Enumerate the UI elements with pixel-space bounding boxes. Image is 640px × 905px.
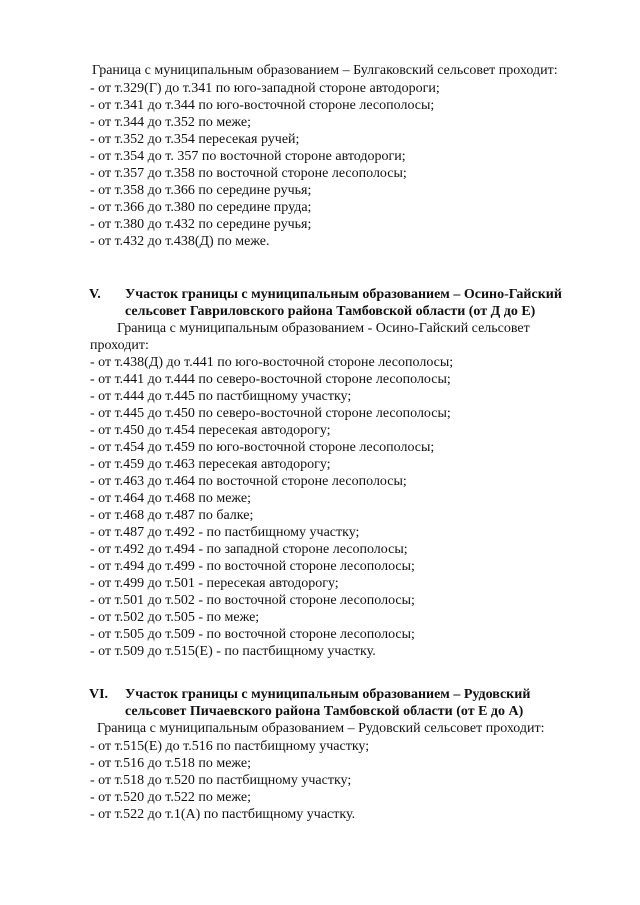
list-item: - от т.516 до т.518 по меже; <box>90 756 252 771</box>
section-vi-numeral: VI. <box>89 687 109 702</box>
section-vi-heading-cont: сельсовет Пичаевского района Тамбовской области (от Е до А) <box>125 704 524 719</box>
list-item: - от т.522 до т.1(А) по пастбищному участку. <box>90 807 356 822</box>
list-item: - от т.487 до т.492 - по пастбищному участку; <box>90 525 360 540</box>
section-v-intro: Граница с муниципальным образованием - Осино-Гайский сельсовет <box>117 321 530 336</box>
list-item: - от т.468 до т.487 по балке; <box>90 508 254 523</box>
list-item: - от т.341 до т.344 по юго-восточной стороне лесополосы; <box>90 98 435 113</box>
list-item: - от т.352 до т.354 пересекая ручей; <box>90 132 300 147</box>
section-vi-intro: Граница с муниципальным образованием – Рудовский сельсовет проходит: <box>97 721 545 736</box>
section-v-intro-cont: проходит: <box>90 338 149 353</box>
list-item: - от т.502 до т.505 - по меже; <box>90 610 260 625</box>
list-item: - от т.357 до т.358 по восточной стороне лесополосы; <box>90 166 407 181</box>
section-v-numeral: V. <box>89 287 101 302</box>
list-item: - от т.438(Д) до т.441 по юго-восточной стороне лесополосы; <box>90 355 454 370</box>
list-item: - от т.344 до т.352 по меже; <box>90 115 252 130</box>
list-item: - от т.463 до т.464 по восточной стороне лесополосы; <box>90 474 407 489</box>
section-v-heading: Участок границы с муниципальным образованием – Осино-Гайский <box>125 287 562 302</box>
list-item: - от т.329(Г) до т.341 по юго-западной стороне автодороги; <box>90 81 440 96</box>
list-item: - от т.501 до т.502 - по восточной стороне лесополосы; <box>90 593 415 608</box>
list-item: - от т.520 до т.522 по меже; <box>90 790 252 805</box>
list-item: - от т.509 до т.515(Е) - по пастбищному участку. <box>90 644 376 659</box>
list-item: - от т.380 до т.432 по середине ручья; <box>90 217 312 232</box>
list-item: - от т.492 до т.494 - по западной стороне лесополосы; <box>90 542 408 557</box>
list-item: - от т.515(Е) до т.516 по пастбищному участку; <box>90 739 370 754</box>
list-item: - от т.464 до т.468 по меже; <box>90 491 252 506</box>
list-item: - от т.499 до т.501 - пересекая автодорогу; <box>90 576 339 591</box>
list-item: - от т.450 до т.454 пересекая автодорогу; <box>90 423 331 438</box>
list-item: - от т.441 до т.444 по северо-восточной стороне лесополосы; <box>90 372 451 387</box>
list-item: - от т.354 до т. 357 по восточной стороне автодороги; <box>90 149 406 164</box>
list-item: - от т.459 до т.463 пересекая автодорогу; <box>90 457 331 472</box>
section-v-heading-cont: сельсовет Гавриловского района Тамбовской области (от Д до Е) <box>125 304 536 319</box>
list-item: - от т.432 до т.438(Д) по меже. <box>90 234 270 249</box>
list-item: - от т.444 до т.445 по пастбищному участку; <box>90 389 352 404</box>
list-item: - от т.518 до т.520 по пастбищному участку; <box>90 773 352 788</box>
list-item: - от т.494 до т.499 - по восточной стороне лесополосы; <box>90 559 415 574</box>
section-iv-intro: Граница с муниципальным образованием – Булгаковский сельсовет проходит: <box>92 63 558 78</box>
list-item: - от т.366 до т.380 по середине пруда; <box>90 200 312 215</box>
list-item: - от т.454 до т.459 по юго-восточной стороне лесополосы; <box>90 440 435 455</box>
list-item: - от т.358 до т.366 по середине ручья; <box>90 183 312 198</box>
list-item: - от т.505 до т.509 - по восточной стороне лесополосы; <box>90 627 415 642</box>
list-item: - от т.445 до т.450 по северо-восточной стороне лесополосы; <box>90 406 451 421</box>
section-vi-heading: Участок границы с муниципальным образованием – Рудовский <box>125 687 531 702</box>
